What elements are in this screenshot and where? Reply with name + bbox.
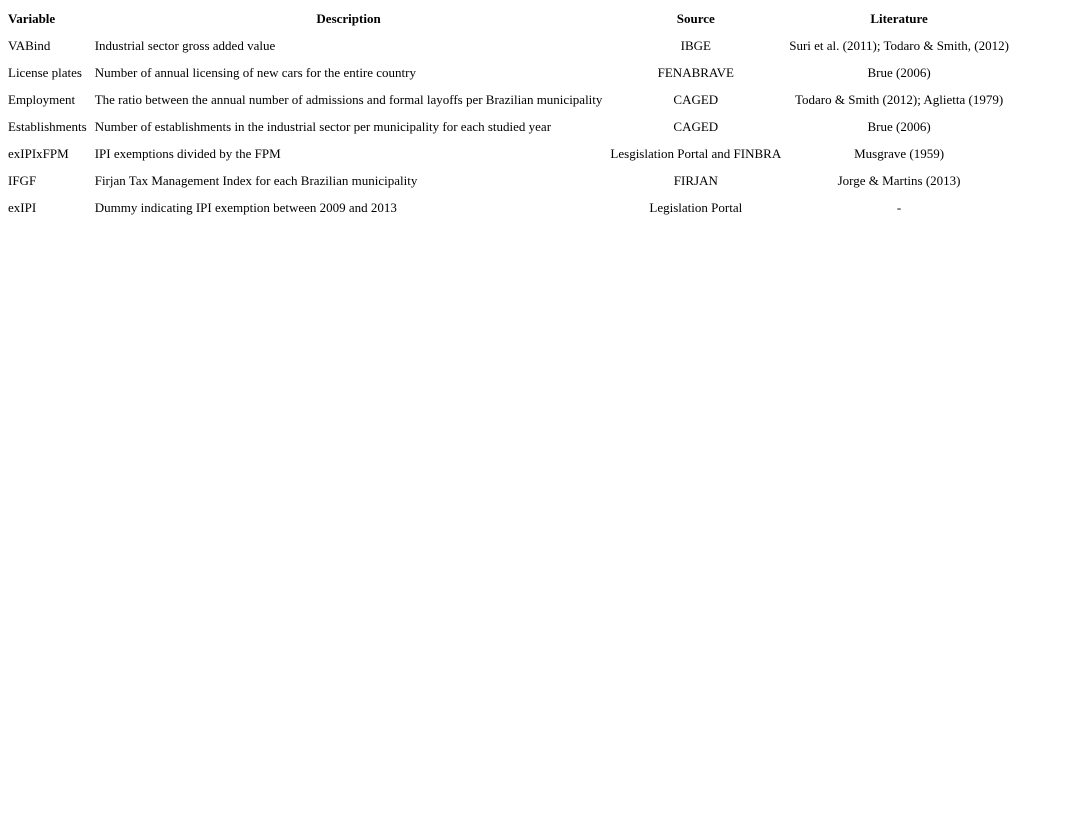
table-body bbox=[4, 32, 1013, 221]
cell-source: Lesgislation Portal and FINBRA bbox=[610, 146, 782, 161]
table-row bbox=[4, 86, 1013, 113]
cell-literature: Jorge & Martins (2013) bbox=[837, 173, 961, 188]
cell-description: Industrial sector gross added value bbox=[94, 38, 276, 53]
cell-literature: Brue (2006) bbox=[867, 119, 931, 134]
cell-variable: Establishments bbox=[8, 119, 87, 134]
cell-literature: Brue (2006) bbox=[867, 65, 931, 80]
cell-variable: exIPIxFPM bbox=[8, 146, 69, 161]
cell-variable: IFGF bbox=[8, 173, 37, 188]
cell-source: IBGE bbox=[680, 38, 711, 53]
table-row bbox=[4, 194, 1013, 221]
cell-description: IPI exemptions divided by the FPM bbox=[94, 146, 281, 161]
header-variable: Variable bbox=[8, 11, 56, 26]
header-literature: Literature bbox=[870, 11, 928, 26]
table-row bbox=[4, 140, 1013, 167]
cell-variable: License plates bbox=[8, 65, 82, 80]
cell-source: FIRJAN bbox=[673, 173, 718, 188]
table-row bbox=[4, 32, 1013, 59]
table-header bbox=[4, 5, 1013, 32]
cell-source: Legislation Portal bbox=[649, 200, 743, 215]
variables-table bbox=[4, 5, 1013, 221]
table-row bbox=[4, 113, 1013, 140]
cell-literature: - bbox=[896, 200, 902, 215]
cell-source: CAGED bbox=[673, 92, 719, 107]
cell-source: CAGED bbox=[673, 119, 719, 134]
cell-literature: Suri et al. (2011); Todaro & Smith, (2012) bbox=[789, 38, 1009, 53]
cell-variable: exIPI bbox=[8, 200, 37, 215]
table-row bbox=[4, 167, 1013, 194]
cell-literature: Musgrave (1959) bbox=[854, 146, 945, 161]
cell-description: Number of establishments in the industrial sector per municipality for each studied year bbox=[94, 119, 552, 134]
cell-description: Firjan Tax Management Index for each Brazilian municipality bbox=[94, 173, 418, 188]
table-row bbox=[4, 59, 1013, 86]
header-description: Description bbox=[316, 11, 381, 26]
cell-description: The ratio between the annual number of admissions and formal layoffs per Brazilian municipality bbox=[94, 92, 603, 107]
cell-description: Number of annual licensing of new cars for the entire country bbox=[94, 65, 416, 80]
header-source: Source bbox=[676, 11, 715, 26]
cell-variable: VABind bbox=[8, 38, 51, 53]
cell-literature: Todaro & Smith (2012); Aglietta (1979) bbox=[795, 92, 1004, 107]
cell-source: FENABRAVE bbox=[657, 65, 734, 80]
cell-description: Dummy indicating IPI exemption between 2009 and 2013 bbox=[94, 200, 397, 215]
cell-variable: Employment bbox=[8, 92, 76, 107]
header-row bbox=[4, 5, 1013, 32]
